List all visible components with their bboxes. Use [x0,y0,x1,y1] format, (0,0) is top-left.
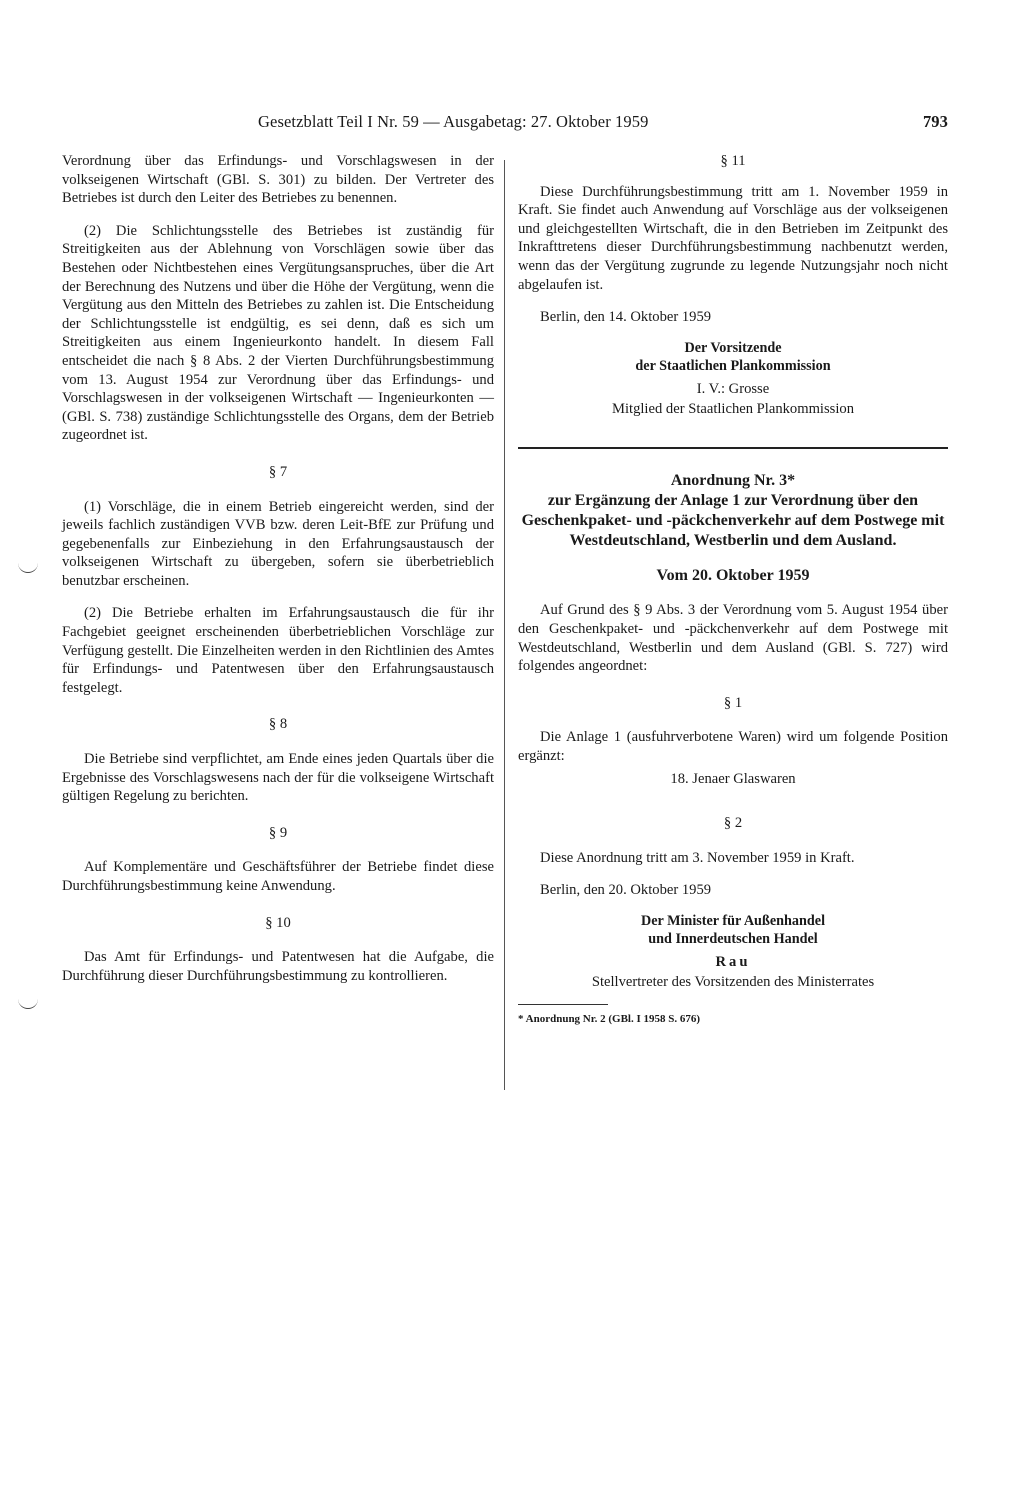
footnote-rule [518,1004,608,1005]
date-line: Berlin, den 20. Oktober 1959 [540,882,712,899]
paragraph: Die Anlage 1 (ausfuhrverbotene Waren) wird um folgende Position ergänzt: [518,729,948,764]
signature-name: I. V.: Grosse [696,380,770,397]
document-title [518,471,948,551]
signature-block [518,912,948,992]
left-column [62,152,494,985]
signature-title: der Staatlichen Plankommission [635,358,831,375]
paragraph: Auf Grund des § 9 Abs. 3 der Verordnung vom 5. August 1954 über den Geschenkpaket- und -päckchenverkehr auf dem Postwege mit Westdeutschland, Westberlin und dem Ausland (GBl. S. 727) wird folgendes angeordnet: [518,602,948,675]
list-item: 18. Jenaer Glaswaren [670,770,796,787]
signature-title: und Innerdeutschen Handel [648,931,818,948]
section-heading: § 7 [268,463,288,480]
paragraph: Diese Durchführungsbestimmung tritt am 1. November 1959 in Kraft. Sie findet auch Anwendung auf Vorschläge aus der volkseigenen und gleichgestellten Wirtschaft, die in den Betrieben im Zeitpunkt des Inkrafttretens dieser Durchführungsbestimmung nachbenutzt werden, wenn das der Vergütung zugrunde zu legende Nutzungsjahr noch nicht abgelaufen ist. [518,183,948,293]
paragraph: Diese Anordnung tritt am 3. November 1959 in Kraft. [540,849,855,866]
title-line: Anordnung Nr. 3* [670,471,796,489]
section-divider [518,447,948,449]
paragraph: (2) Die Betriebe erhalten im Erfahrungsaustausch die für ihr Fachgebiet geeignet erscheinenden überbetrieblichen Vorschläge zur Verfügung gestellt. Die Einzelheiten werden in den Richtlinien des Amtes für Erfindungs- und Patentwesen über den Erfahrungsaustausch festgelegt. [62,605,494,696]
section-heading: § 1 [723,694,743,711]
running-title: Gesetzblatt Teil I Nr. 59 — Ausgabetag: 27. Oktober 1959 [258,112,649,131]
page-number: 793 [922,112,948,131]
margin-mark [18,562,38,573]
paragraph: Verordnung über das Erfindungs- und Vorschlagswesen in der volkseigenen Wirtschaft (GBl. S. 301) zu bilden. Der Vertreter des Betriebes ist durch den Leiter des Betriebes zu benennen. [62,153,494,207]
margin-mark [18,998,38,1009]
signature-title: Der Vorsitzende [684,339,782,356]
paragraph: (1) Vorschläge, die in einem Betrieb eingereicht werden, sind der jeweils fachlich zuständigen VVB bzw. deren Leit-BfE zur Prüfung und gegebenenfalls zur Einbeziehung in den Erfahrungsaustausch der volkseigenen Wirtschaft zu übergeben, sofern sie überbetrieblich benutzbar erscheinen. [62,498,494,589]
signature-block [518,339,948,419]
signature-role: Mitglied der Staatlichen Plankommission [612,401,854,418]
document-date: Vom 20. Oktober 1959 [656,566,810,584]
section-heading: § 11 [720,153,746,169]
paragraph: (2) Die Schlichtungsstelle des Betriebes ist zuständig für Streitigkeiten aus der Ablehnung von Vorschlägen sowie über das Bestehen oder Nichtbestehen eines Vergütungsanspruches, über die Art der Berechnung des Nutzens und über die Höhe der Vergütung, wenn die Vergütung aus den Mitteln des Betriebes zu zahlen ist. Die Entscheidung der Schlichtungsstelle ist endgültig, es sei denn, daß es sich um Streitigkeiten aus einem Ingenieurkonto handelt. In diesem Fall entscheidet die nach § 8 Abs. 2 der Vierten Durchführungsbestimmung vom 13. August 1954 zur Verordnung über das Erfindungs- und Vorschlagswesen in der volkseigenen Wirtschaft — Ingenieurkonten — (GBl. S. 738) zuständige Schlichtungsstelle des Organs, dem der Betrieb zugeordnet ist. [62,222,494,444]
column-divider [504,160,505,1090]
section-heading: § 8 [268,716,288,733]
paragraph: Auf Komplementäre und Geschäftsführer der Betriebe findet diese Durchführungsbestimmung keine Anwendung. [62,859,494,894]
section-heading: § 2 [723,815,743,832]
paragraph: Das Amt für Erfindungs- und Patentwesen hat die Aufgabe, die Durchführung dieser Durchführungsbestimmung zu kontrollieren. [62,949,494,984]
title-line: zur Ergänzung der Anlage 1 zur Verordnung über den Geschenkpaket- und -päckchenverkehr auf dem Postwege mit Westdeutschland, Westberlin und dem Ausland. [521,491,945,549]
signature-title: Der Minister für Außenhandel [640,912,826,929]
paragraph: Die Betriebe sind verpflichtet, am Ende eines jeden Quartals über die Ergebnisse des Vorschlagswesens nach der für die volkseigene Wirtschaft gültigen Regelung zu berichten. [62,751,494,805]
signature-name: Rau [715,953,751,970]
footnote: * Anordnung Nr. 2 (GBl. I 1958 S. 676) [518,1012,701,1025]
date-line: Berlin, den 14. Oktober 1959 [540,309,712,326]
section-heading: § 10 [265,914,291,931]
signature-role: Stellvertreter des Vorsitzenden des Ministerrates [591,974,875,991]
section-heading: § 9 [268,824,288,841]
right-column [518,152,948,1028]
